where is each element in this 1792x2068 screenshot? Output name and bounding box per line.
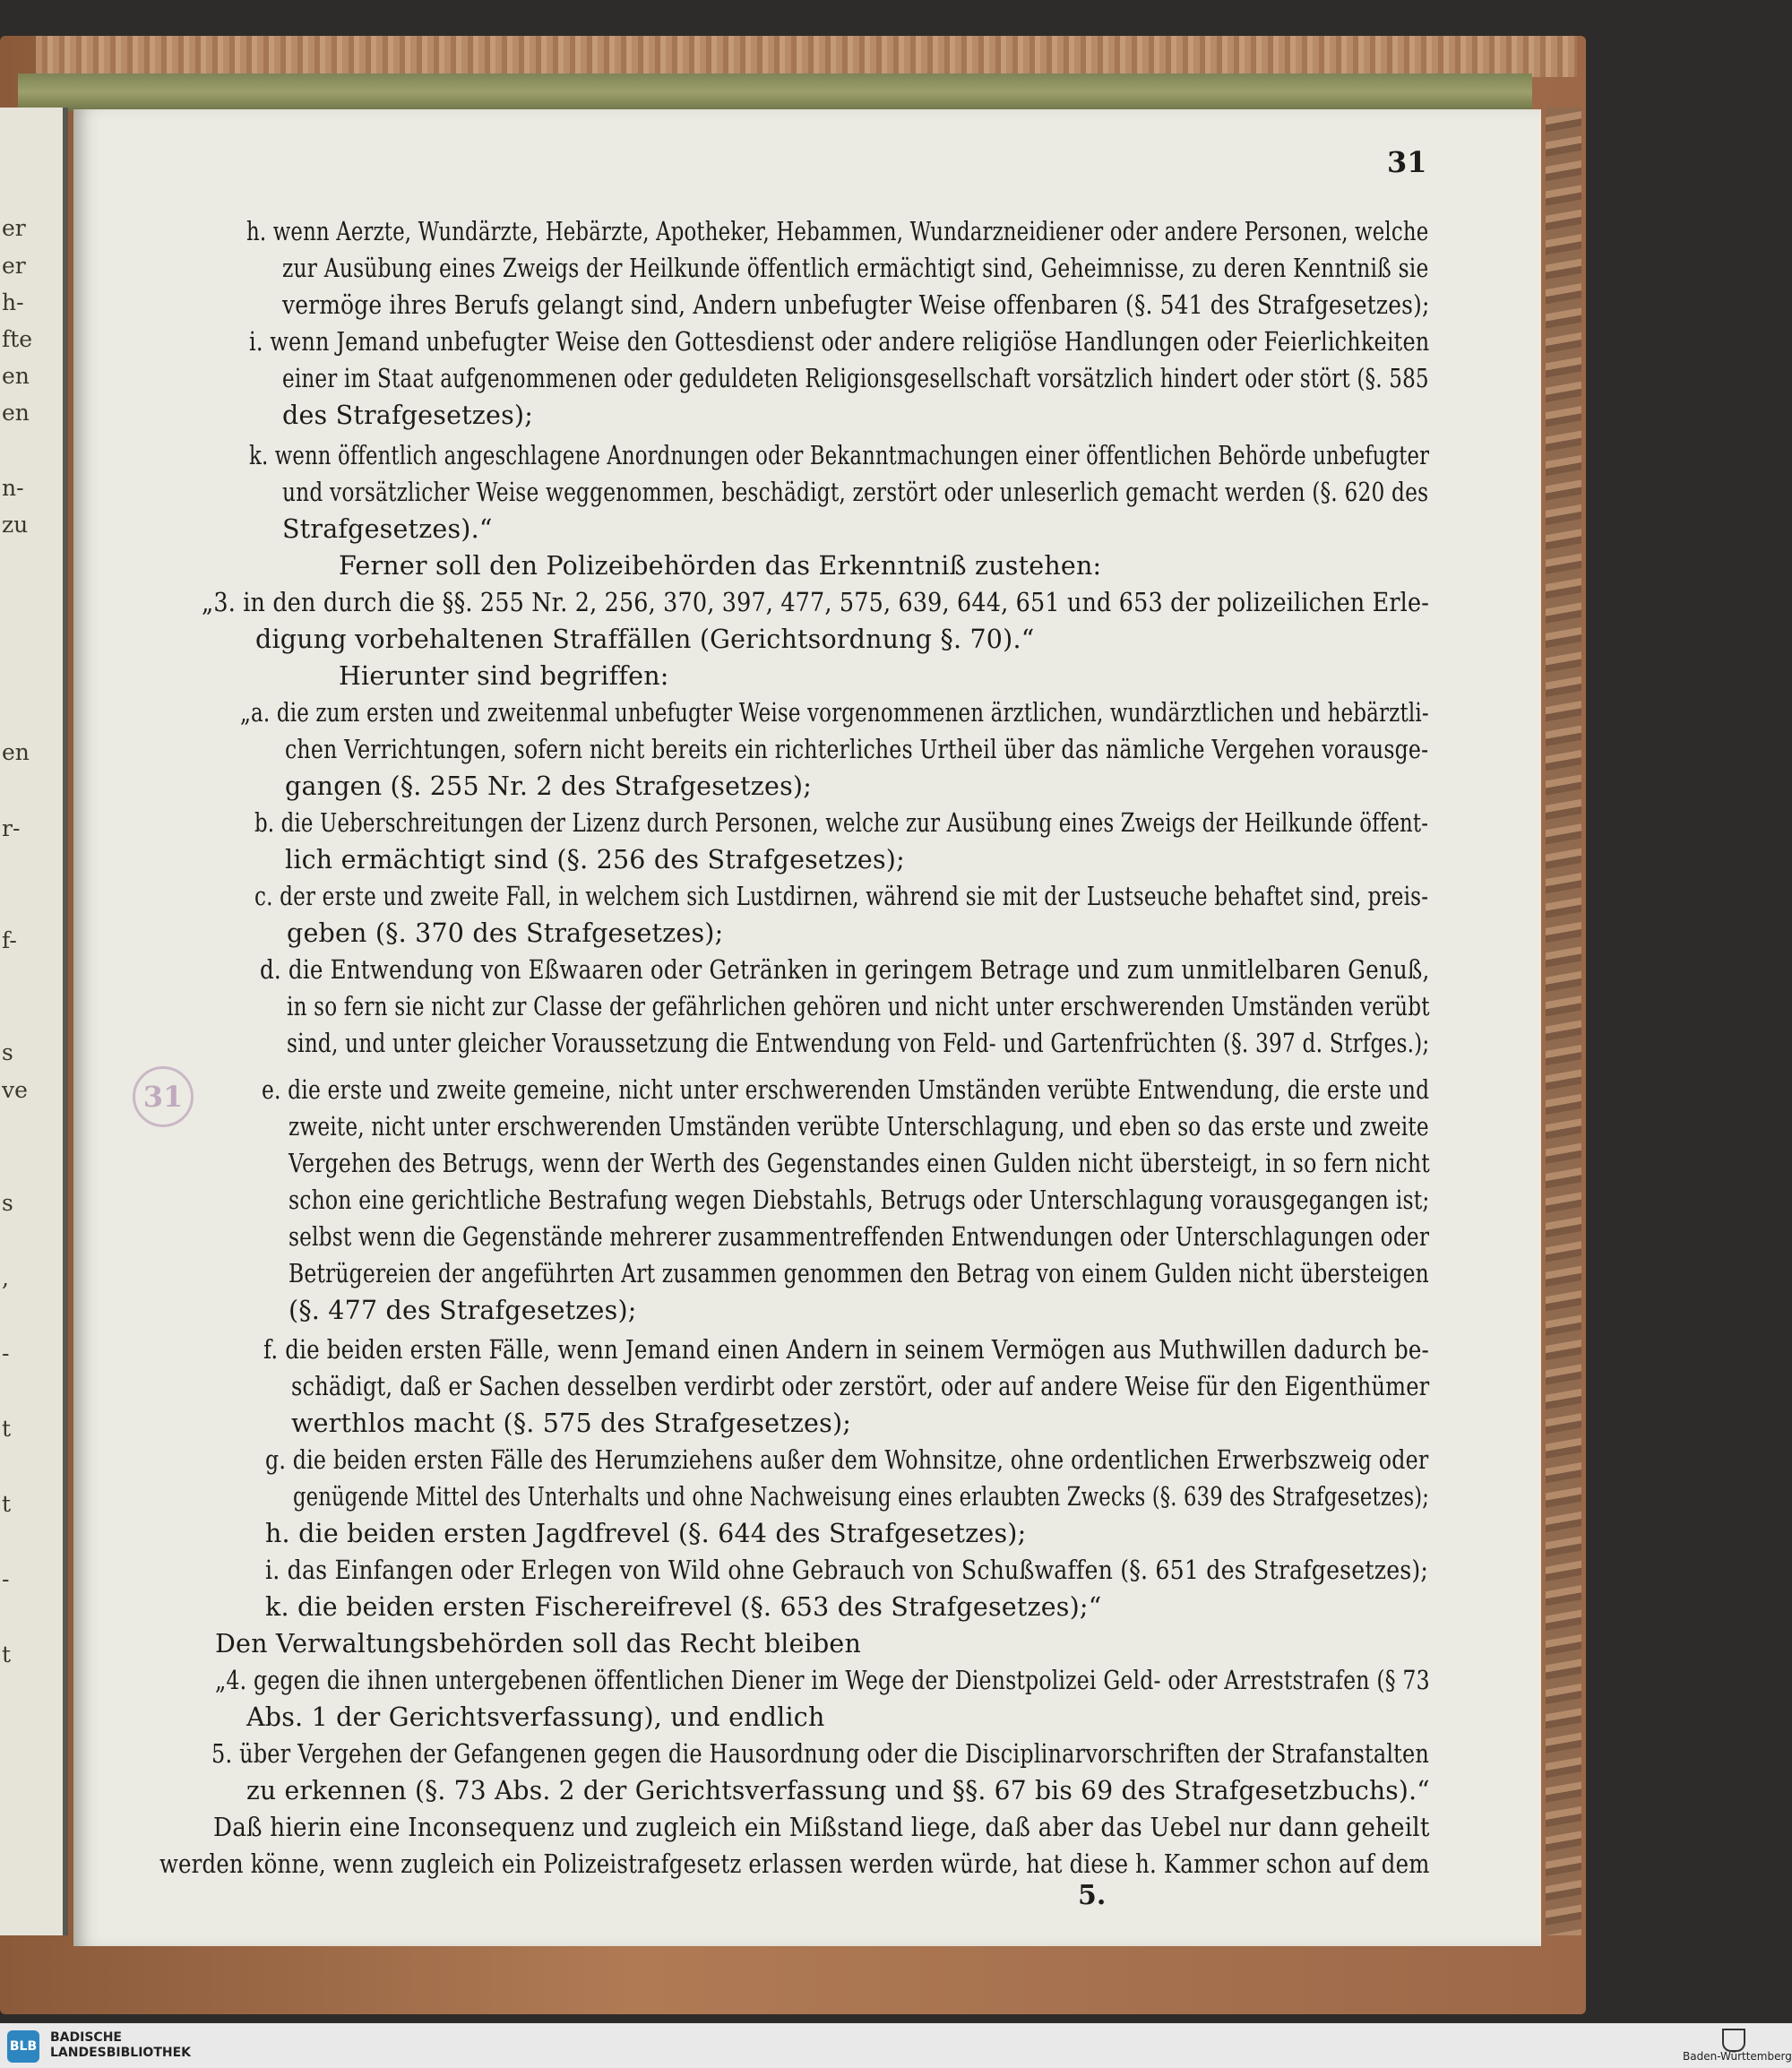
left-fragment: t <box>2 1416 12 1442</box>
library-name[interactable] <box>50 2030 191 2061</box>
text-line: lich ermächtigt sind (§. 256 des Strafgesetzes); <box>285 845 905 875</box>
left-fragment: s <box>2 1039 13 1065</box>
page-number: 31 <box>1387 145 1427 179</box>
left-fragment: f- <box>2 927 17 953</box>
left-fragment: zu <box>2 512 29 538</box>
left-fragment: er <box>2 215 26 241</box>
text-line: i. das Einfangen oder Erlegen von Wild ohne Gebrauch von Schußwaffen (§. 651 des Strafgesetzes); <box>265 1555 1429 1585</box>
text-line: Abs. 1 der Gerichtsverfassung), und endlich <box>246 1702 825 1732</box>
state-label[interactable]: Baden-Württemberg <box>1683 2050 1792 2063</box>
text-line: g. die beiden ersten Fälle des Herumziehens außer dem Wohnsitze, ohne ordentlichen Erwerbszweig oder <box>265 1445 1429 1475</box>
left-fragment: n- <box>2 475 24 501</box>
text-line: i. wenn Jemand unbefugter Weise den Gottesdienst oder andere religiöse Handlungen oder Feierlichkeiten <box>249 327 1430 357</box>
library-name-line1: BADISCHE <box>50 2030 122 2045</box>
text-line: vermöge ihres Berufs gelangt sind, Andern unbefugter Weise offenbaren (§. 541 des Strafgesetzes); <box>282 290 1430 320</box>
text-line: c. der erste und zweite Fall, in welchem sich Lustdirnen, während sie mit der Lustseuche behaftet sind, preis- <box>254 882 1429 911</box>
text-line: in so fern sie nicht zur Classe der gefährlichen gehören und nicht unter erschwerenden Umständen verübt <box>287 992 1430 1021</box>
coat-of-arms-icon[interactable] <box>1722 2029 1745 2052</box>
text-line: Vergehen des Betrugs, wenn der Werth des Gegenstandes einen Gulden nicht übersteigt, in so fern nicht <box>289 1149 1430 1178</box>
text-line: zur Ausübung eines Zweigs der Heilkunde öffentlich ermächtigt sind, Geheimnisse, zu deren Kenntniß sie <box>282 254 1429 283</box>
text-line: schädigt, daß er Sachen desselben verdirbt oder zerstört, oder auf andere Weise für den Eigenthümer <box>291 1372 1430 1401</box>
text-line: Betrügereien der angeführten Art zusammen genommen den Betrag von einem Gulden nicht übersteigen <box>289 1259 1429 1288</box>
left-fragment: t <box>2 1641 12 1667</box>
signature-mark: 5. <box>1078 1880 1107 1911</box>
text-line: h. die beiden ersten Jagdfrevel (§. 644 des Strafgesetzes); <box>265 1519 1027 1548</box>
text-line: genügende Mittel des Unterhalts und ohne Nachweisung eines erlaubten Zwecks (§. 639 des Strafgesetzes); <box>293 1482 1430 1512</box>
left-fragment: en <box>2 400 30 426</box>
library-name-line2: LANDESBIBLIOTHEK <box>50 2046 192 2060</box>
page-edge-gilt <box>18 73 1532 111</box>
text-line: einer im Staat aufgenommenen oder geduldeten Religionsgesellschaft vorsätzlich hindert oder stört (§. 585 <box>282 364 1429 393</box>
viewer-footer <box>0 2023 1792 2068</box>
text-line: Hierunter sind begriffen: <box>339 661 669 691</box>
text-line: k. die beiden ersten Fischereifrevel (§. 653 des Strafgesetzes);“ <box>265 1592 1102 1622</box>
left-fragment: - <box>2 1566 10 1592</box>
text-line: „3. in den durch die §§. 255 Nr. 2, 256, 370, 397, 477, 575, 639, 644, 651 und 653 der polizeilichen Erle- <box>202 588 1430 617</box>
left-fragment: r- <box>2 815 21 841</box>
text-line: (§. 477 des Strafgesetzes); <box>289 1296 637 1325</box>
text-line: „4. gegen die ihnen untergebenen öffentlichen Diener im Wege der Dienstpolizei Geld- oder Arreststrafen (§ 73 <box>215 1666 1430 1695</box>
text-line: schon eine gerichtliche Bestrafung wegen Diebstahls, Betrugs oder Unterschlagung vorausgegangen ist; <box>289 1185 1430 1215</box>
book-top-edge <box>36 36 1577 77</box>
text-line: selbst wenn die Gegenstände mehrerer zusammentreffenden Entwendungen oder Unterschlagungen oder <box>289 1222 1430 1252</box>
text-line: geben (§. 370 des Strafgesetzes); <box>287 918 724 948</box>
text-line: k. wenn öffentlich angeschlagene Anordnungen oder Bekanntmachungen einer öffentlichen Behörde unbefugter <box>249 441 1430 470</box>
library-stamp: 31 <box>133 1066 194 1127</box>
text-line: zweite, nicht unter erschwerenden Umständen verübte Unterschlagung, und eben so das erste und zweite <box>289 1112 1429 1142</box>
text-line: chen Verrichtungen, sofern nicht bereits ein richterliches Urtheil über das nämliche Vergehen vorausge- <box>285 735 1429 764</box>
text-line: Den Verwaltungsbehörden soll das Recht bleiben <box>215 1629 862 1659</box>
text-line: Daß hierin eine Inconsequenz und zugleich ein Mißstand liege, daß aber das Uebel nur dann geheilt <box>213 1813 1430 1842</box>
left-fragment: s <box>2 1190 13 1216</box>
text-line: 5. über Vergehen der Gefangenen gegen die Hausordnung oder die Disciplinarvorschriften der Strafanstalten <box>211 1739 1430 1769</box>
left-fragment: en <box>2 739 30 765</box>
left-fragment: ve <box>2 1077 28 1103</box>
blb-logo-icon[interactable]: BLB <box>7 2030 39 2063</box>
text-line: werden könne, wenn zugleich ein Polizeistrafgesetz erlassen werden würde, hat diese h. Kammer schon auf dem <box>159 1849 1430 1879</box>
text-line: f. die beiden ersten Fälle, wenn Jemand einen Andern in seinem Vermögen aus Muthwillen dadurch be- <box>263 1335 1429 1365</box>
left-fragment: en <box>2 363 30 389</box>
left-fragment: fte <box>2 326 33 352</box>
left-fragment: er <box>2 253 26 279</box>
left-fragment: , <box>2 1265 9 1291</box>
text-line: e. die erste und zweite gemeine, nicht unter erschwerenden Umständen verübte Entwendung, die erste und <box>262 1075 1430 1105</box>
left-page-fragment <box>0 108 68 1935</box>
text-line: h. wenn Aerzte, Wundärzte, Hebärzte, Apotheker, Hebammen, Wundarzneidiener oder andere Personen, welche <box>246 217 1429 246</box>
text-line: gangen (§. 255 Nr. 2 des Strafgesetzes); <box>285 771 813 801</box>
text-line: Ferner soll den Polizeibehörden das Erkenntniß zustehen: <box>339 551 1102 581</box>
text-line: werthlos macht (§. 575 des Strafgesetzes); <box>291 1409 852 1438</box>
text-line: sind, und unter gleicher Voraussetzung die Entwendung von Feld- und Gartenfrüchten (§. 397 d. Strfges.); <box>287 1029 1430 1058</box>
text-line: des Strafgesetzes); <box>282 401 534 430</box>
left-fragment: h- <box>2 289 24 315</box>
text-line: „a. die zum ersten und zweitenmal unbefugter Weise vorgenommenen ärztlichen, wundärztlichen und hebärztli- <box>240 698 1429 728</box>
left-fragment: t <box>2 1491 12 1517</box>
text-line: b. die Ueberschreitungen der Lizenz durch Personen, welche zur Ausübung eines Zweigs der Heilkunde öffent- <box>254 808 1429 838</box>
text-line: und vorsätzlicher Weise weggenommen, beschädigt, zerstört oder unleserlich gemacht werden (§. 620 des <box>282 478 1429 507</box>
text-line: digung vorbehaltenen Straffällen (Gerichtsordnung §. 70).“ <box>255 625 1035 654</box>
text-line: Strafgesetzes).“ <box>282 514 493 544</box>
text-line: zu erkennen (§. 73 Abs. 2 der Gerichtsverfassung und §§. 67 bis 69 des Strafgesetzbuchs).“ <box>246 1776 1430 1805</box>
left-fragment: - <box>2 1340 10 1366</box>
marbled-edge <box>1546 108 1581 1935</box>
text-line: d. die Entwendung von Eßwaaren oder Getränken in geringem Betrage und zum unmitlelbaren Genuß, <box>260 955 1430 985</box>
